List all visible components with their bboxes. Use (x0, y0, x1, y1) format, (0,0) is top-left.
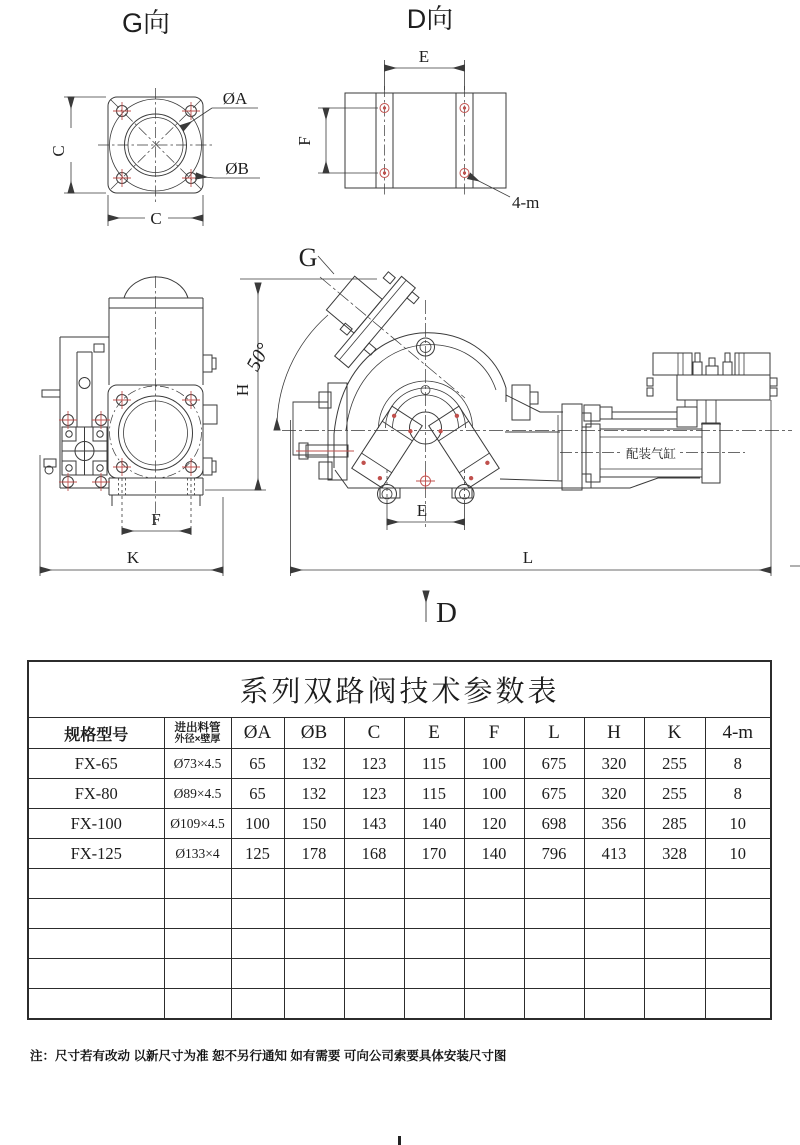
col-header-pipe (164, 718, 231, 749)
cell-value: 123 (344, 749, 404, 779)
dim-label-l: L (522, 548, 534, 567)
dim-label-c-left: C (49, 145, 68, 157)
front-view (40, 276, 377, 576)
cell-value: 255 (644, 779, 705, 809)
cell-value: 356 (584, 809, 644, 839)
cell-value: 140 (404, 809, 464, 839)
bottom-tick-mark (398, 1136, 401, 1145)
front-flange-holes (113, 391, 200, 476)
col-header-phi-b: ØB (284, 718, 344, 749)
cell-value: 125 (231, 839, 284, 869)
clamp-plate-right (429, 406, 499, 488)
table-row-fx80 (28, 779, 771, 809)
cell-value: 698 (524, 809, 584, 839)
col-header-phi-a: ØA (231, 718, 284, 749)
cell-value: 285 (644, 809, 705, 839)
col-header-4m: 4-m (705, 718, 771, 749)
table-row-fx125 (28, 839, 771, 869)
table-row-fx65 (28, 749, 771, 779)
col-header-f: F (464, 718, 524, 749)
cell-value: 115 (404, 749, 464, 779)
cell-pipe: Ø73×4.5 (164, 749, 231, 779)
dim-label-e-top: E (418, 47, 430, 66)
cell-value: 675 (524, 749, 584, 779)
clamp-plate-left (352, 406, 422, 488)
cell-value: 115 (404, 779, 464, 809)
side-view (242, 243, 800, 629)
cell-pipe: Ø89×4.5 (164, 779, 231, 809)
col-header-k: K (644, 718, 705, 749)
table-empty-row (28, 899, 771, 929)
cell-model: FX-125 (28, 839, 164, 869)
cell-value: 132 (284, 749, 344, 779)
table-title: 系列双路阀技术参数表 (28, 661, 771, 718)
dim-label-phi-a: ØA (222, 89, 248, 108)
cell-value: 132 (284, 779, 344, 809)
table-empty-row (28, 929, 771, 959)
cell-model: FX-65 (28, 749, 164, 779)
cell-value: 8 (705, 779, 771, 809)
spec-table (27, 660, 772, 1020)
dim-label-f-front: F (151, 510, 161, 529)
col-header-h: H (584, 718, 644, 749)
cell-value: 170 (404, 839, 464, 869)
cell-value: 123 (344, 779, 404, 809)
cylinder-note: 配装气缸 (625, 447, 677, 461)
dim-label-e-side: E (416, 501, 428, 520)
cell-value: 413 (584, 839, 644, 869)
dim-label-phi-b: ØB (225, 159, 249, 178)
table-empty-row (28, 959, 771, 989)
cell-value: 796 (524, 839, 584, 869)
cell-value: 120 (464, 809, 524, 839)
solenoid-manifold (647, 353, 777, 400)
cell-value: 65 (231, 779, 284, 809)
g-view-title: G向 (121, 8, 171, 38)
cell-pipe: Ø109×4.5 (164, 809, 231, 839)
col-header-pipe-main: 进出料管 (174, 721, 221, 734)
dim-label-h: H (233, 383, 252, 397)
cell-value: 100 (231, 809, 284, 839)
table-empty-row (28, 869, 771, 899)
table-row-fx100 (28, 809, 771, 839)
view-ref-d: D (436, 597, 457, 629)
cell-value: 675 (524, 779, 584, 809)
cell-value: 150 (284, 809, 344, 839)
col-header-c: C (344, 718, 404, 749)
cell-value: 255 (644, 749, 705, 779)
col-header-e: E (404, 718, 464, 749)
cell-model: FX-80 (28, 779, 164, 809)
table-title-row (28, 661, 771, 718)
cell-value: 100 (464, 779, 524, 809)
d-view (295, 4, 539, 212)
col-header-pipe-sub: 外径×壁厚 (174, 733, 221, 745)
dim-label-f-dview: F (295, 136, 314, 146)
cell-value: 65 (231, 749, 284, 779)
cell-model: FX-100 (28, 809, 164, 839)
col-header-l: L (524, 718, 584, 749)
cell-pipe: Ø133×4 (164, 839, 231, 869)
dim-label-4m: 4-m (512, 193, 540, 212)
table-header-row (28, 718, 771, 749)
cell-value: 10 (705, 839, 771, 869)
cell-value: 10 (705, 809, 771, 839)
d-view-title: D向 (406, 4, 454, 34)
cell-value: 178 (284, 839, 344, 869)
cell-value: 100 (464, 749, 524, 779)
view-ref-g: G (298, 243, 318, 272)
col-header-model: 规格型号 (28, 718, 164, 749)
table-empty-row (28, 989, 771, 1020)
cell-value: 328 (644, 839, 705, 869)
dim-label-k: K (126, 548, 140, 567)
dim-label-angle: 50° (242, 339, 275, 375)
cell-value: 320 (584, 779, 644, 809)
cell-value: 143 (344, 809, 404, 839)
dim-label-c-bottom: C (150, 209, 162, 228)
footnote: 注：尺寸若有改动 以新尺寸为准 恕不另行通知 如有需要 可向公司索要具体安装尺寸图 (30, 1049, 507, 1063)
cell-value: 168 (344, 839, 404, 869)
cell-value: 140 (464, 839, 524, 869)
g-view (49, 8, 260, 228)
cell-value: 320 (584, 749, 644, 779)
cell-value: 8 (705, 749, 771, 779)
